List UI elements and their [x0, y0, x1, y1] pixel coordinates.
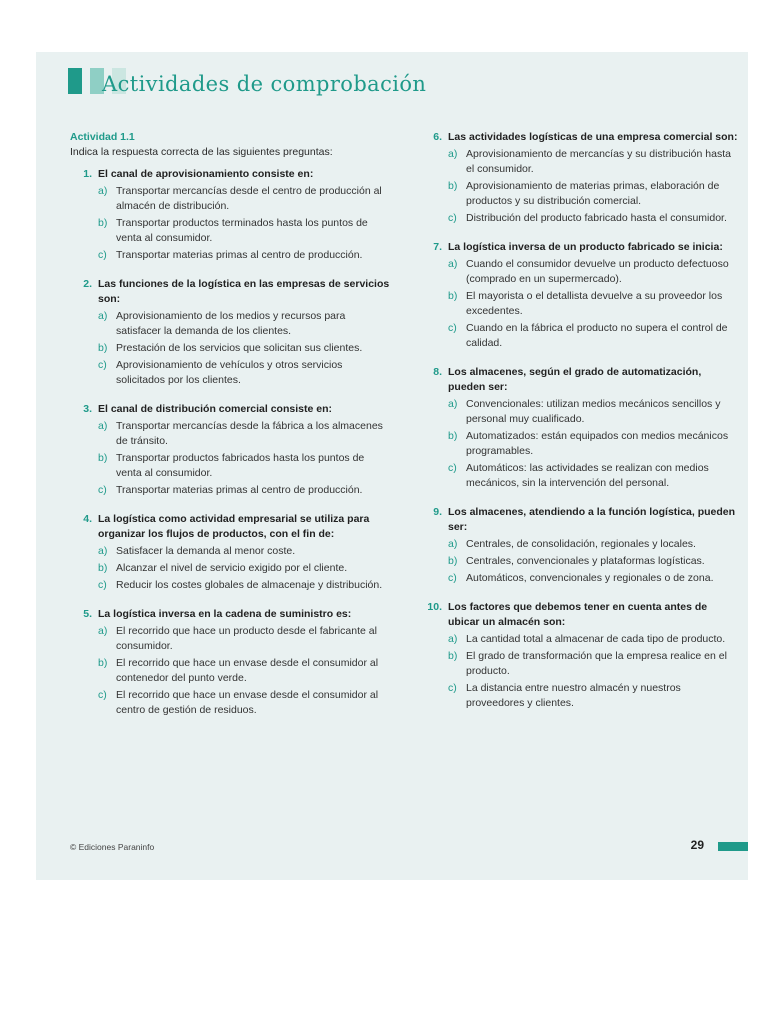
answer-option — [98, 578, 390, 593]
question-text: La logística inversa en la cadena de suministro es: — [98, 608, 352, 620]
answer-option-letter: a) — [448, 148, 458, 160]
answer-option-letter: a) — [98, 545, 108, 557]
answer-option-letter: a) — [98, 625, 108, 637]
question-number: 5. — [83, 608, 92, 620]
answer-option — [448, 571, 738, 586]
left-column — [70, 130, 390, 732]
answer-option — [98, 358, 390, 388]
answer-option-letter: b) — [98, 217, 108, 229]
page-number: 29 — [690, 838, 704, 852]
answer-option — [448, 257, 738, 287]
question-text: La logística inversa de un producto fabricado se inicia: — [448, 241, 723, 253]
answer-option-letter: b) — [98, 657, 108, 669]
answer-option — [98, 561, 390, 576]
answer-option-letter: c) — [98, 484, 107, 496]
answer-option — [98, 216, 390, 246]
question-number: 1. — [83, 168, 92, 180]
answer-option — [448, 397, 738, 427]
answer-option-text: El recorrido que hace un envase desde el consumidor al contenedor del punto verde. — [116, 657, 379, 684]
page-title: Actividades de comprobación — [102, 72, 427, 96]
question-text: Las funciones de la logística en las empresas de servicios son: — [98, 278, 390, 305]
answer-option-text: Distribución del producto fabricado hasta el consumidor. — [466, 212, 727, 224]
answer-option-letter: a) — [448, 258, 458, 270]
activity-intro: Indica la respuesta correcta de las siguientes preguntas: — [70, 146, 333, 158]
answer-option-text: Transportar materias primas al centro de producción. — [116, 249, 363, 261]
answer-option-letter: b) — [448, 180, 458, 192]
question-number: 7. — [433, 241, 442, 253]
header-square-dark — [68, 68, 82, 94]
answer-option — [98, 248, 390, 263]
answer-option-letter: a) — [98, 310, 108, 322]
publisher-credit: © Ediciones Paraninfo — [70, 842, 155, 852]
question-item — [70, 167, 390, 263]
answer-option — [98, 184, 390, 214]
question-text: Los almacenes, según el grado de automatización, pueden ser: — [448, 366, 702, 393]
question-number: 3. — [83, 403, 92, 415]
answer-option-letter: b) — [98, 452, 108, 464]
answer-option-letter: a) — [448, 398, 458, 410]
activity-title: Actividad 1.1 — [70, 131, 135, 143]
answer-option-text: Cuando en la fábrica el producto no supera el control de calidad. — [466, 322, 728, 349]
answer-option-text: Centrales, de consolidación, regionales y locales. — [466, 538, 696, 550]
question-number: 8. — [433, 366, 442, 378]
answer-option-text: La distancia entre nuestro almacén y nuestros proveedores y clientes. — [466, 682, 681, 709]
answer-option-text: Transportar productos fabricados hasta los puntos de venta al consumidor. — [116, 452, 365, 479]
answer-option — [448, 429, 738, 459]
answer-option-text: Automáticos: las actividades se realizan con medios mecánicos, sin la intervención del personal. — [466, 462, 709, 489]
answer-option — [448, 289, 738, 319]
answer-option — [98, 451, 390, 481]
answer-option-letter: c) — [98, 249, 107, 261]
answer-option — [448, 179, 738, 209]
answer-option-letter: b) — [448, 430, 458, 442]
answer-option-letter: a) — [98, 420, 108, 432]
answer-option-text: Transportar mercancías desde la fábrica a los almacenes de tránsito. — [116, 420, 383, 447]
answer-option-text: Convencionales: utilizan medios mecánicos sencillos y personal muy cualificado. — [466, 398, 721, 425]
answer-option-letter: c) — [448, 682, 457, 694]
answer-option-letter: c) — [98, 359, 107, 371]
answer-option-text: Aprovisionamiento de vehículos y otros servicios solicitados por los clientes. — [116, 359, 343, 386]
answer-option — [98, 544, 390, 559]
answer-option — [98, 419, 390, 449]
answer-option-letter: c) — [448, 572, 457, 584]
answer-option-text: Automatizados: están equipados con medios mecánicos programables. — [466, 430, 729, 457]
right-column — [420, 130, 738, 725]
answer-option — [98, 688, 390, 718]
answer-option-text: Reducir los costes globales de almacenaje y distribución. — [116, 579, 383, 591]
answer-option-text: Transportar productos terminados hasta los puntos de venta al consumidor. — [116, 217, 368, 244]
answer-option-letter: a) — [98, 185, 108, 197]
answer-option-letter: a) — [448, 538, 458, 550]
answer-option-text: Aprovisionamiento de los medios y recursos para satisfacer la demanda de los clientes. — [116, 310, 346, 337]
answer-option-text: Alcanzar el nivel de servicio exigido por el cliente. — [116, 562, 348, 574]
answer-option — [448, 321, 738, 351]
answer-option — [448, 211, 738, 226]
answer-option-letter: b) — [98, 342, 108, 354]
question-item — [70, 512, 390, 593]
answer-option — [448, 554, 738, 569]
question-item — [70, 607, 390, 718]
answer-option — [98, 309, 390, 339]
answer-option-letter: b) — [448, 290, 458, 302]
answer-option — [448, 537, 738, 552]
answer-option — [98, 341, 390, 356]
answer-option — [448, 681, 738, 711]
answer-option-text: El mayorista o el detallista devuelve a su proveedor los excedentes. — [466, 290, 723, 317]
question-number: 4. — [83, 513, 92, 525]
answer-option-letter: b) — [98, 562, 108, 574]
answer-option-text: La cantidad total a almacenar de cada tipo de producto. — [466, 633, 726, 645]
question-text: La logística como actividad empresarial se utiliza para organizar los flujos de productos, con el fin de: — [98, 513, 370, 540]
question-item — [70, 277, 390, 388]
book-page — [36, 52, 748, 880]
answer-option-text: Satisfacer la demanda al menor coste. — [116, 545, 296, 557]
answer-option-text: El grado de transformación que la empresa realice en el producto. — [466, 650, 727, 677]
answer-option-text: El recorrido que hace un producto desde el fabricante al consumidor. — [116, 625, 377, 652]
page-number-tab — [718, 842, 748, 851]
answer-option — [98, 656, 390, 686]
answer-option-text: Centrales, convencionales y plataformas logísticas. — [466, 555, 705, 567]
answer-option — [98, 624, 390, 654]
answer-option — [448, 649, 738, 679]
question-number: 6. — [433, 131, 442, 143]
left-question-list — [70, 167, 390, 718]
answer-option-letter: c) — [98, 579, 107, 591]
question-number: 2. — [83, 278, 92, 290]
question-number: 10. — [427, 601, 442, 613]
question-item — [420, 365, 738, 491]
right-question-list — [420, 130, 738, 711]
answer-option — [98, 483, 390, 498]
answer-option — [448, 632, 738, 647]
answer-option-letter: c) — [98, 689, 107, 701]
question-text: Los factores que debemos tener en cuenta antes de ubicar un almacén son: — [448, 601, 708, 628]
question-item — [420, 240, 738, 351]
question-text: Las actividades logísticas de una empresa comercial son: — [448, 131, 738, 143]
question-item — [420, 505, 738, 586]
answer-option-text: Aprovisionamiento de materias primas, elaboración de productos y su distribución comercial. — [466, 180, 720, 207]
answer-option-letter: c) — [448, 322, 457, 334]
question-number: 9. — [433, 506, 442, 518]
question-text: El canal de aprovisionamiento consiste en: — [98, 168, 314, 180]
answer-option-text: Cuando el consumidor devuelve un producto defectuoso (comprado en un supermercado). — [466, 258, 729, 285]
question-item — [420, 130, 738, 226]
question-item — [70, 402, 390, 498]
answer-option-letter: c) — [448, 212, 457, 224]
answer-option — [448, 147, 738, 177]
answer-option-text: Prestación de los servicios que solicitan sus clientes. — [116, 342, 363, 354]
answer-option-text: El recorrido que hace un envase desde el consumidor al centro de gestión de residuos. — [116, 689, 379, 716]
question-item — [420, 600, 738, 711]
answer-option-text: Automáticos, convencionales y regionales o de zona. — [466, 572, 714, 584]
answer-option-text: Aprovisionamiento de mercancías y su distribución hasta el consumidor. — [466, 148, 731, 175]
answer-option-text: Transportar mercancías desde el centro de producción al almacén de distribución. — [116, 185, 382, 212]
answer-option-letter: b) — [448, 555, 458, 567]
answer-option-letter: a) — [448, 633, 458, 645]
answer-option — [448, 461, 738, 491]
question-text: Los almacenes, atendiendo a la función logística, pueden ser: — [448, 506, 736, 533]
answer-option-text: Transportar materias primas al centro de producción. — [116, 484, 363, 496]
answer-option-letter: c) — [448, 462, 457, 474]
answer-option-letter: b) — [448, 650, 458, 662]
question-text: El canal de distribución comercial consiste en: — [98, 403, 332, 415]
